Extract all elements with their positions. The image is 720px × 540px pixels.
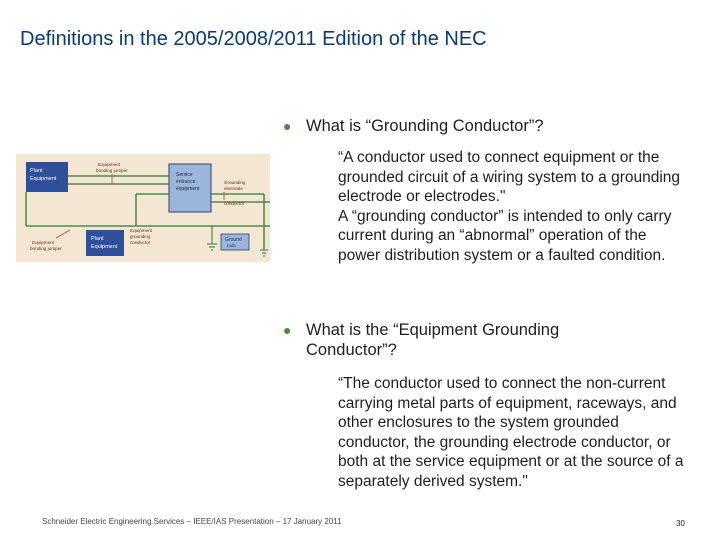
page-number: 30 <box>676 519 685 528</box>
grounding-electrode-conductor-label-3: conductor <box>224 201 245 206</box>
bullet-dot: ● <box>283 118 292 134</box>
equipment-grounding-conductor-label-3: conductor <box>130 240 151 245</box>
plant-equipment-top-label-1: Plant <box>30 168 43 174</box>
bullet-dot: ● <box>283 322 292 338</box>
service-entrance-label-1: Service <box>176 172 193 178</box>
service-entrance-label-2: entrance <box>176 179 196 185</box>
bullet-equipment-grounding-conductor <box>283 320 623 360</box>
bullet-text: What is “Grounding Conductor”? <box>306 117 544 135</box>
quote-paragraph: “A conductor used to connect equipment or the grounded circuit of a wiring system to a grounding electrode or electrodes." <box>338 149 681 206</box>
quote-grounding-conductor <box>338 148 688 266</box>
equipment-grounding-conductor-label-2: grounding <box>130 234 151 239</box>
ground-rods-label-2: rods <box>227 243 236 248</box>
footer-text: Schneider Electric Engineering Services – IEEE/IAS Presentation – 17 January 2011 <box>42 517 342 526</box>
grounding-electrode-conductor-label-1: Grounding <box>224 180 246 185</box>
plant-equipment-bottom-label-2: Equipment <box>91 244 118 250</box>
quote-paragraph: A “grounding conductor” is intended to only carry current during an “abnormal” operation of the power distribution system or a faulted condition. <box>338 207 672 264</box>
service-entrance-label-3: equipment <box>176 186 200 192</box>
equipment-bonding-jumper-top-label-2: bonding jumper <box>96 168 128 173</box>
quote-equipment-grounding-conductor <box>338 374 688 492</box>
bullet-grounding-conductor <box>283 116 544 136</box>
grounding-diagram <box>16 154 270 262</box>
grounding-electrode-conductor-label-2: electrode <box>224 186 243 191</box>
plant-equipment-bottom-box <box>86 230 124 256</box>
equipment-bonding-jumper-bottom-label-1: Equipment <box>32 240 54 245</box>
ground-rods-label-1: Ground <box>225 237 242 243</box>
equipment-grounding-conductor-label-1: Equipment <box>130 228 152 233</box>
quote-paragraph: “The conductor used to connect the non-current carrying metal parts of equipment, raceways, and other enclosures to the system grounded conductor, the grounding electrode conductor, or both at the service equipment or at the source of a separately derived system." <box>338 375 684 490</box>
plant-equipment-bottom-label-1: Plant <box>91 236 104 242</box>
equipment-bonding-jumper-top-label-1: Equipment <box>98 162 120 167</box>
equipment-bonding-jumper-bottom-label-2: bonding jumper <box>30 246 62 251</box>
plant-equipment-top-label-2: Equipment <box>30 176 57 182</box>
bullet-text: What is the “Equipment Grounding Conductor”? <box>306 321 560 359</box>
slide-title: Definitions in the 2005/2008/2011 Edition of the NEC <box>20 28 487 50</box>
